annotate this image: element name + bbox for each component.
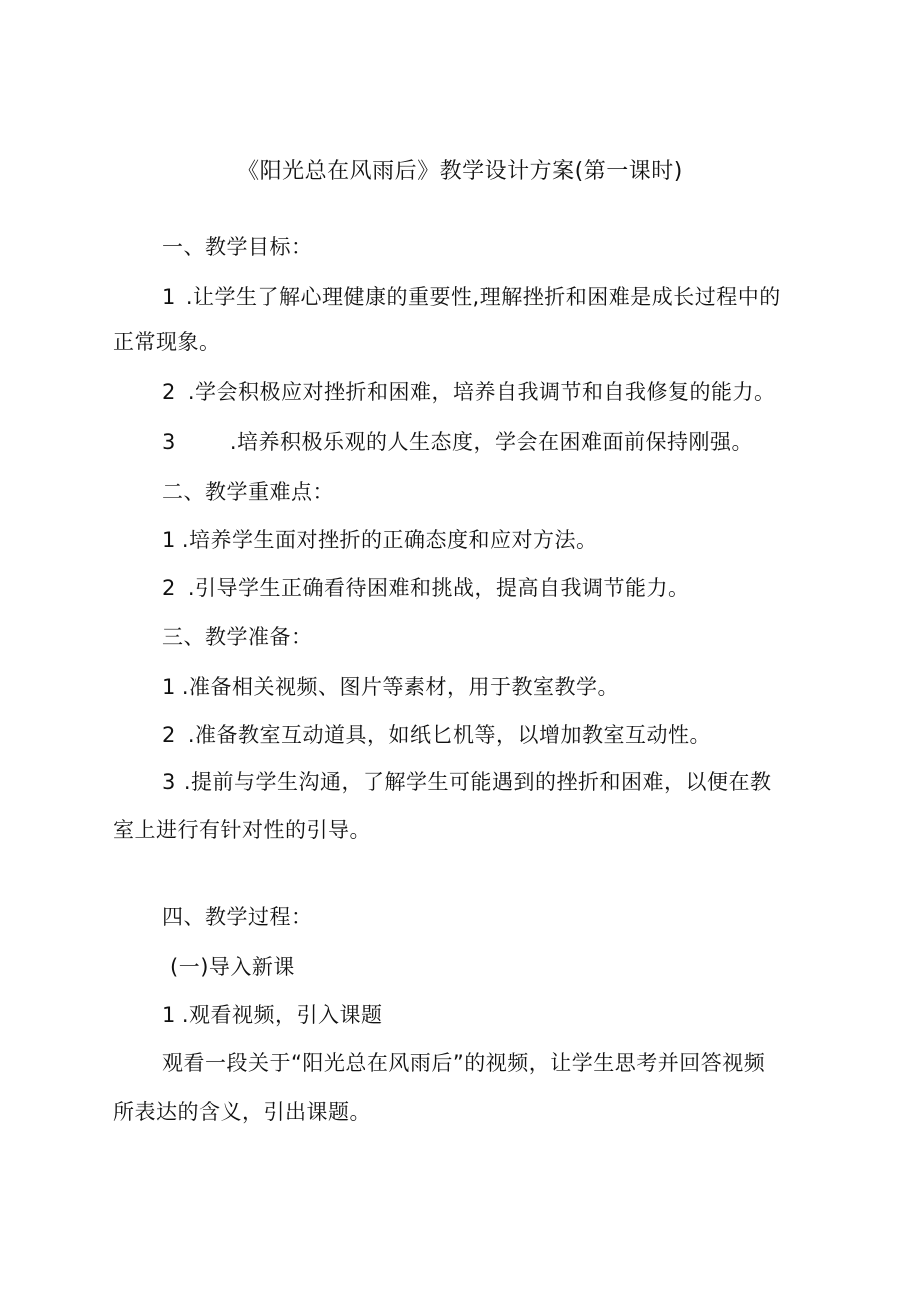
list-item xyxy=(162,282,781,312)
list-item xyxy=(162,525,598,555)
item-number: 1 xyxy=(162,285,176,309)
item-text: .培养学生面对挫折的正确态度和应对方法。 xyxy=(181,528,598,552)
item-text: .引导学生正确看待困难和挑战，提高自我调节能力。 xyxy=(187,576,690,600)
item-text-continued: 正常现象。 xyxy=(113,330,221,354)
item-text: .让学生了解心理健康的重要性,理解挫折和困难是成长过程中的 xyxy=(185,285,781,309)
section-heading-preparation: 三、教学准备： xyxy=(162,625,313,649)
paragraph-line: 观看一段关于“阳光总在风雨后”的视频，让学生思考并回答视频 xyxy=(162,1051,766,1075)
list-item xyxy=(162,767,772,797)
list-item xyxy=(162,573,690,603)
item-number: 1 xyxy=(162,1003,176,1027)
item-number: 3 xyxy=(162,430,176,454)
paragraph-line: 所表达的含义，引出课题。 xyxy=(113,1100,371,1124)
list-item xyxy=(162,720,711,750)
section-heading-objectives: 一、教学目标： xyxy=(162,235,313,259)
sub-heading-intro: (一)导入新课 xyxy=(170,955,295,979)
item-number: 2 xyxy=(162,380,176,404)
list-item xyxy=(162,1000,383,1030)
item-number: 1 xyxy=(162,528,176,552)
document-title: 《阳光总在风雨后》教学设计方案(第一课时) xyxy=(237,159,683,184)
list-item xyxy=(162,427,753,457)
item-number: 1 xyxy=(162,675,176,699)
item-text: .培养积极乐观的人生态度，学会在困难面前保持刚强。 xyxy=(229,430,754,454)
list-item xyxy=(162,377,776,407)
section-heading-process: 四、教学过程： xyxy=(162,905,313,929)
item-number: 2 xyxy=(162,576,176,600)
section-heading-key-points: 二、教学重难点： xyxy=(162,480,334,504)
item-text: .准备教室互动道具，如纸匕机等，以增加教室互动性。 xyxy=(187,723,712,747)
item-text: .观看视频，引入课题 xyxy=(181,1003,383,1027)
item-number: 2 xyxy=(162,723,176,747)
item-text: .学会积极应对挫折和困难，培养自我调节和自我修复的能力。 xyxy=(187,380,776,404)
item-text: .准备相关视频、图片等素材，用于教室教学。 xyxy=(181,675,620,699)
item-text: .提前与学生沟通，了解学生可能遇到的挫折和困难，以便在教 xyxy=(183,770,772,794)
item-text-continued: 室上进行有针对性的引导。 xyxy=(113,818,371,842)
item-number: 3 xyxy=(162,770,176,794)
list-item xyxy=(162,672,619,702)
